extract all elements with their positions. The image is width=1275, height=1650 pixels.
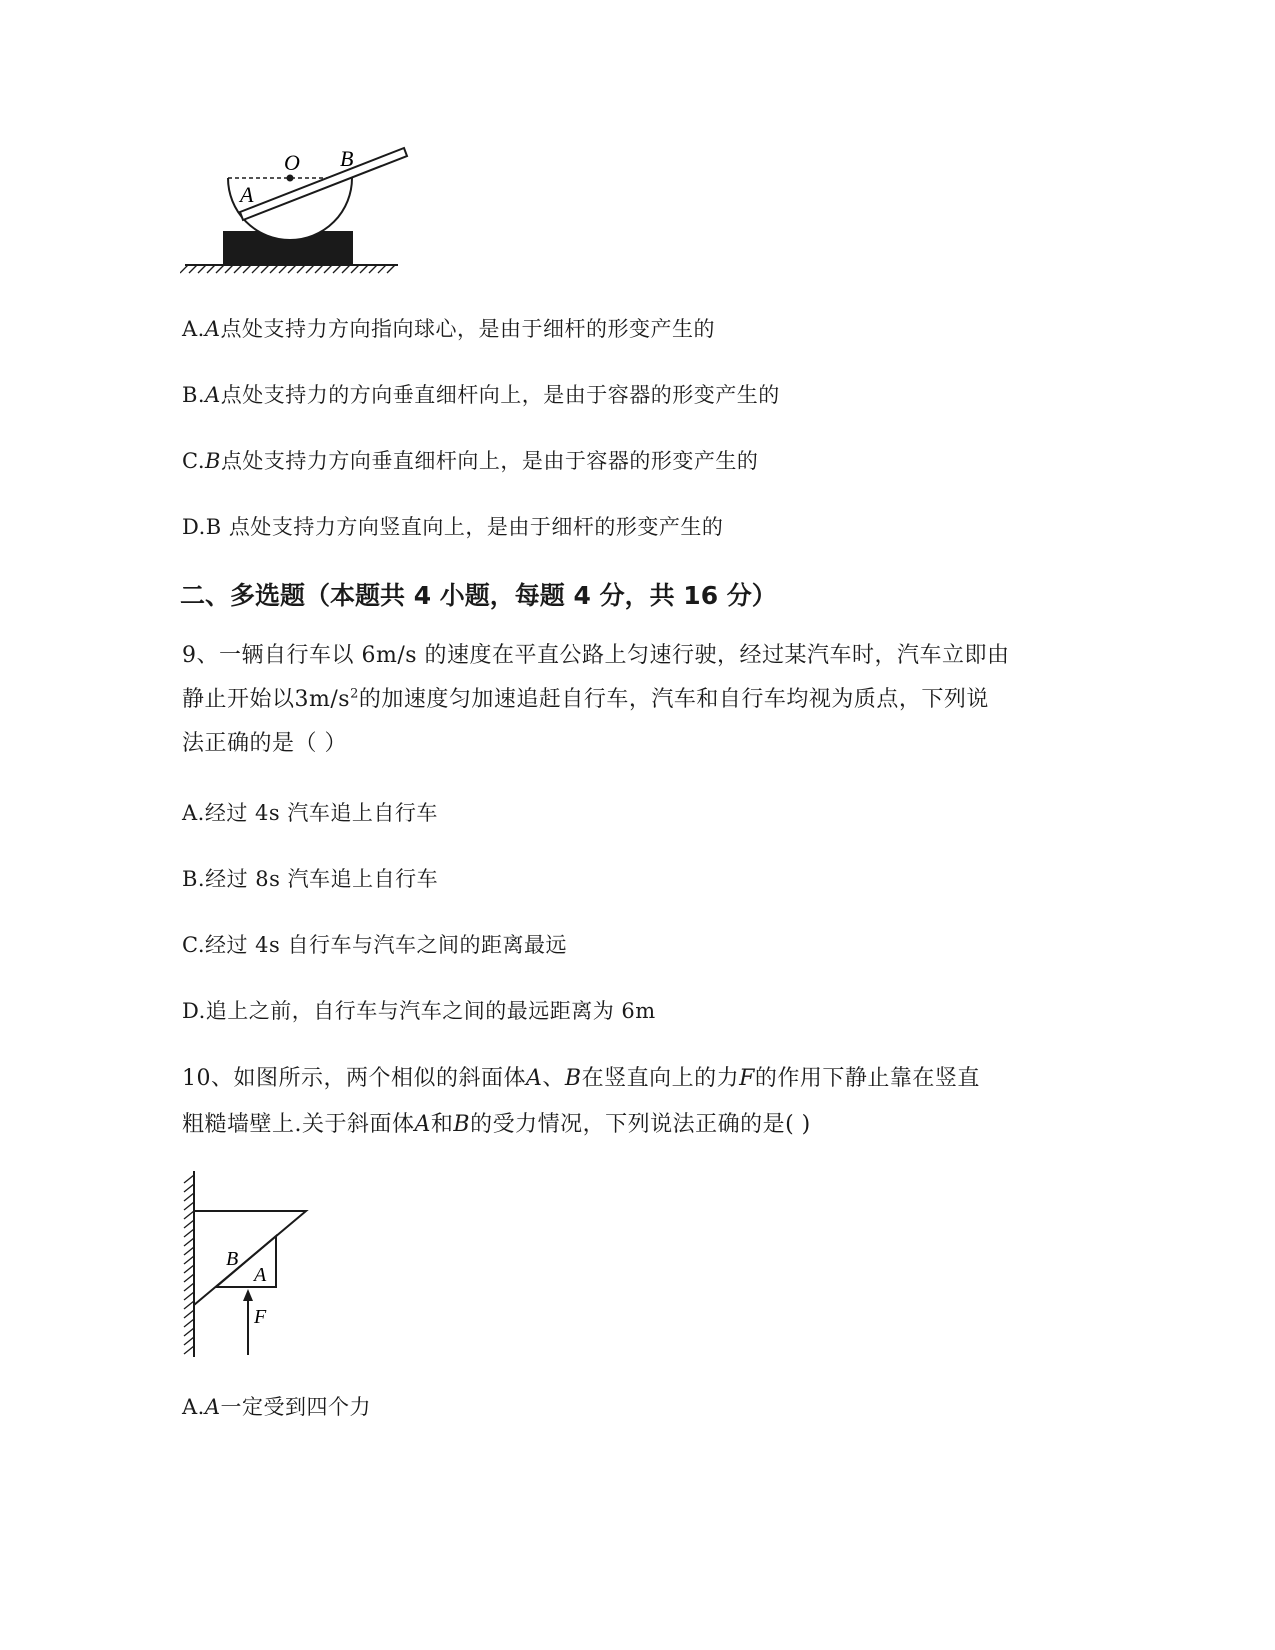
label-o: O	[284, 150, 300, 175]
label-a: A	[240, 182, 254, 207]
bowl-rod-figure	[180, 140, 420, 280]
q8-option-c: C.B点处支持力方向垂直细杆向上，是由于容器的形变产生的	[182, 449, 759, 473]
label-a2: A	[254, 1264, 267, 1286]
wedges-wall-figure	[176, 1165, 316, 1365]
q9-stem-line3: 法正确的是（ ）	[182, 731, 347, 756]
q8-option-a: A.A点处支持力方向指向球心，是由于细杆的形变产生的	[182, 317, 716, 341]
q10-stem-line2: 粗糙墙壁上.关于斜面体A和B的受力情况，下列说法正确的是( )	[182, 1112, 811, 1137]
label-b2: B	[226, 1248, 239, 1270]
q9-option-b: B.经过 8s 汽车追上自行车	[182, 867, 439, 891]
q9-option-c: C.经过 4s 自行车与汽车之间的距离最远	[182, 933, 567, 957]
q9-stem-line1: 9、一辆自行车以 6m/s 的速度在平直公路上匀速行驶，经过某汽车时，汽车立即由	[182, 643, 1010, 668]
q8-option-d: D.B 点处支持力方向竖直向上，是由于细杆的形变产生的	[182, 515, 724, 539]
q9-stem-line2: 静止开始以$3m/s^2$的加速度匀加速追赶自行车，汽车和自行车均视为质点，下列说	[182, 686, 989, 712]
q9-option-a: A.经过 4s 汽车追上自行车	[182, 801, 438, 825]
q10-option-a: A.A一定受到四个力	[182, 1395, 372, 1419]
label-f: F	[254, 1306, 267, 1328]
label-b: B	[340, 146, 354, 171]
section-heading: 二、多选题（本题共 4 小题，每题 4 分，共 16 分）	[180, 581, 777, 610]
q9-option-d: D.追上之前，自行车与汽车之间的最远距离为 6m	[182, 999, 656, 1023]
q8-option-b: B.A点处支持力的方向垂直细杆向上，是由于容器的形变产生的	[182, 383, 780, 407]
q10-stem-line1: 10、如图所示，两个相似的斜面体A、B在竖直向上的力F的作用下静止靠在竖直	[182, 1066, 980, 1091]
